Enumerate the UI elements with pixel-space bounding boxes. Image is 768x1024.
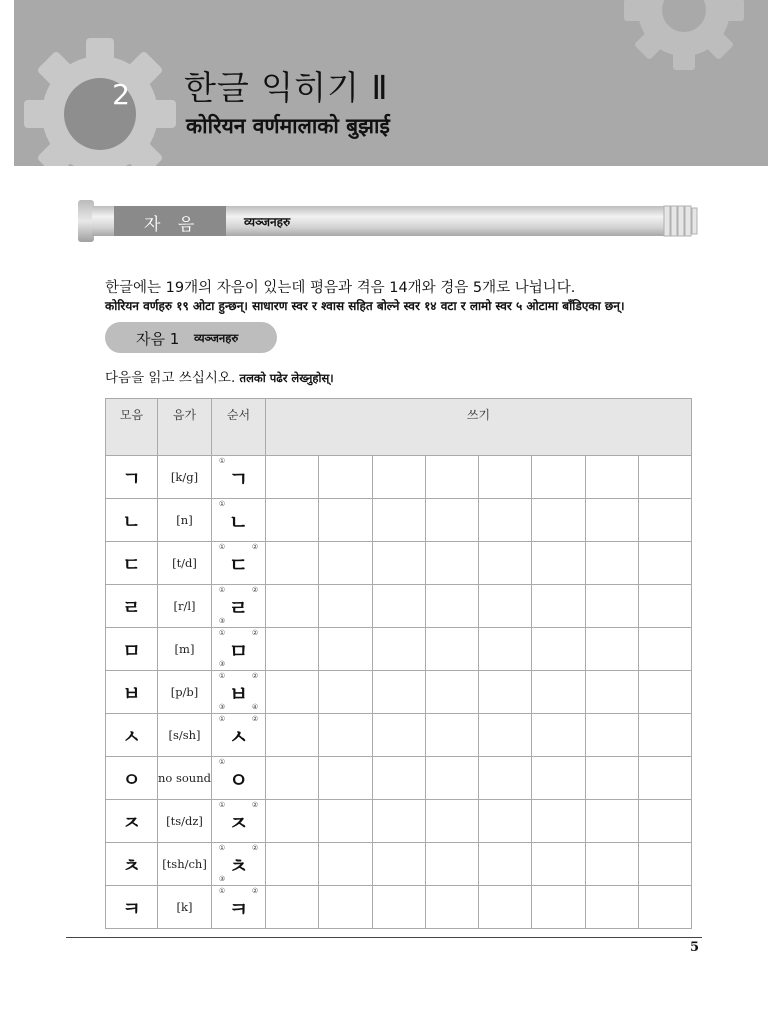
consonant-letter: ㄴ <box>106 499 158 542</box>
writing-practice-cell[interactable] <box>638 757 691 800</box>
writing-practice-cell[interactable] <box>266 843 319 886</box>
stroke-order-letter: ㅁ <box>228 638 249 663</box>
stroke-number: ① <box>218 671 226 680</box>
writing-practice-cell[interactable] <box>319 886 372 929</box>
stroke-order-letter: ㅋ <box>228 896 249 921</box>
stroke-number: ③ <box>218 659 226 668</box>
writing-practice-cell[interactable] <box>585 542 638 585</box>
consonant-sound: [ts/dz] <box>158 800 212 843</box>
writing-practice-cell[interactable] <box>585 671 638 714</box>
stroke-order <box>212 499 266 542</box>
consonant-letter: ㄱ <box>106 456 158 499</box>
writing-practice-cell[interactable] <box>532 843 585 886</box>
writing-practice-cell[interactable] <box>425 714 478 757</box>
stroke-order-letter: ㄹ <box>228 595 249 620</box>
stroke-order <box>212 628 266 671</box>
writing-practice-cell[interactable] <box>638 542 691 585</box>
stroke-order-glyph <box>218 843 259 883</box>
stroke-number: ① <box>218 886 226 895</box>
consonant-letter: ㄷ <box>106 542 158 585</box>
writing-practice-cell[interactable] <box>638 843 691 886</box>
stroke-order-letter: ㅊ <box>228 853 249 878</box>
writing-practice-cell[interactable] <box>479 886 532 929</box>
writing-practice-cell[interactable] <box>479 714 532 757</box>
stroke-number: ② <box>251 800 259 809</box>
subsection-label-nepali: व्यञ्जनहरु <box>194 331 239 345</box>
consonant-letter: ㅁ <box>106 628 158 671</box>
stroke-number: ① <box>218 800 226 809</box>
writing-practice-cell[interactable] <box>266 585 319 628</box>
writing-practice-cell[interactable] <box>585 499 638 542</box>
stroke-order-letter: ㄴ <box>228 509 249 534</box>
stroke-number: ① <box>218 456 226 465</box>
writing-practice-cell[interactable] <box>532 542 585 585</box>
stroke-number: ③ <box>218 874 226 883</box>
writing-practice-cell[interactable] <box>479 499 532 542</box>
stroke-order-letter: ㄷ <box>228 552 249 577</box>
writing-practice-cell[interactable] <box>479 542 532 585</box>
consonant-letter: ㅅ <box>106 714 158 757</box>
consonant-sound: [k] <box>158 886 212 929</box>
writing-practice-cell[interactable] <box>319 800 372 843</box>
consonant-letter: ㅇ <box>106 757 158 800</box>
writing-practice-cell[interactable] <box>372 757 425 800</box>
writing-practice-cell[interactable] <box>585 886 638 929</box>
stroke-order-letter: ㄱ <box>228 466 249 491</box>
writing-practice-cell[interactable] <box>266 800 319 843</box>
stroke-number: ② <box>251 585 259 594</box>
writing-practice-cell[interactable] <box>425 800 478 843</box>
stroke-order-glyph <box>218 800 259 836</box>
stroke-order-glyph <box>218 886 259 922</box>
stroke-number: ① <box>218 628 226 637</box>
table-row <box>106 800 692 843</box>
stroke-order-glyph <box>218 585 259 625</box>
stroke-order <box>212 714 266 757</box>
writing-practice-cell[interactable] <box>372 542 425 585</box>
writing-practice-cell[interactable] <box>266 714 319 757</box>
stroke-number: ① <box>218 499 226 508</box>
lesson-title: 한글 익히기 Ⅱ <box>184 68 389 107</box>
writing-practice-cell[interactable] <box>479 843 532 886</box>
writing-practice-cell[interactable] <box>638 628 691 671</box>
stroke-number: ② <box>251 671 259 680</box>
writing-practice-cell[interactable] <box>266 456 319 499</box>
writing-practice-cell[interactable] <box>638 585 691 628</box>
writing-practice-cell[interactable] <box>319 671 372 714</box>
consonant-sound: no sound <box>158 757 212 800</box>
consonant-sound: [n] <box>158 499 212 542</box>
stroke-order-glyph <box>218 542 259 578</box>
writing-practice-cell[interactable] <box>319 542 372 585</box>
stroke-number: ② <box>251 628 259 637</box>
subsection-label: 자음 1 <box>136 330 180 348</box>
writing-practice-cell[interactable] <box>479 800 532 843</box>
table-row <box>106 886 692 929</box>
writing-practice-cell[interactable] <box>638 456 691 499</box>
writing-practice-cell[interactable] <box>532 714 585 757</box>
stroke-order-glyph <box>218 499 249 535</box>
intro-text-korean: 한글에는 19개의 자음이 있는데 평음과 격음 14개와 경음 5개로 나뉩니다. <box>105 280 576 296</box>
writing-practice-cell[interactable] <box>585 456 638 499</box>
writing-practice-cell[interactable] <box>532 628 585 671</box>
stroke-order <box>212 757 266 800</box>
stroke-number: ④ <box>251 702 259 711</box>
writing-practice-cell[interactable] <box>266 542 319 585</box>
writing-practice-cell[interactable] <box>532 800 585 843</box>
header-letter: 모음 <box>106 399 158 456</box>
writing-practice-cell[interactable] <box>638 886 691 929</box>
writing-practice-cell[interactable] <box>532 585 585 628</box>
writing-practice-cell[interactable] <box>372 800 425 843</box>
stroke-order <box>212 800 266 843</box>
consonant-practice-table <box>105 398 692 929</box>
writing-practice-cell[interactable] <box>266 671 319 714</box>
table-row <box>106 628 692 671</box>
gear-icon <box>614 0 754 80</box>
writing-practice-cell[interactable] <box>638 671 691 714</box>
writing-practice-cell[interactable] <box>479 757 532 800</box>
writing-practice-cell[interactable] <box>425 671 478 714</box>
consonant-sound: [p/b] <box>158 671 212 714</box>
writing-practice-cell[interactable] <box>425 757 478 800</box>
writing-practice-cell[interactable] <box>372 714 425 757</box>
stroke-order-glyph <box>218 628 259 668</box>
consonant-sound: [k/g] <box>158 456 212 499</box>
stroke-number: ③ <box>218 616 226 625</box>
writing-practice-cell[interactable] <box>266 628 319 671</box>
section-label-nepali: व्यञ्जनहरु <box>244 215 291 229</box>
consonant-letter: ㄹ <box>106 585 158 628</box>
consonant-letter: ㅊ <box>106 843 158 886</box>
writing-practice-cell[interactable] <box>319 757 372 800</box>
stroke-order-glyph <box>218 456 249 492</box>
consonant-sound: [t/d] <box>158 542 212 585</box>
writing-practice-cell[interactable] <box>319 843 372 886</box>
writing-practice-cell[interactable] <box>425 499 478 542</box>
writing-practice-cell[interactable] <box>585 843 638 886</box>
table-row <box>106 499 692 542</box>
stroke-number: ② <box>251 714 259 723</box>
stroke-order-glyph <box>218 757 249 793</box>
writing-practice-cell[interactable] <box>585 714 638 757</box>
table-row <box>106 843 692 886</box>
consonant-sound: [r/l] <box>158 585 212 628</box>
lesson-subtitle: कोरियन वर्णमालाको बुझाई <box>186 114 390 138</box>
table-row <box>106 714 692 757</box>
header-sound: 음가 <box>158 399 212 456</box>
writing-practice-cell[interactable] <box>425 843 478 886</box>
writing-practice-cell[interactable] <box>372 671 425 714</box>
stroke-order-glyph <box>218 714 259 750</box>
stroke-order <box>212 585 266 628</box>
table-row <box>106 671 692 714</box>
writing-practice-cell[interactable] <box>372 628 425 671</box>
instruction-korean: 다음을 읽고 쓰십시오. <box>105 370 236 386</box>
writing-practice-cell[interactable] <box>532 456 585 499</box>
consonant-sound: [tsh/ch] <box>158 843 212 886</box>
stroke-number: ① <box>218 714 226 723</box>
writing-practice-cell[interactable] <box>532 886 585 929</box>
intro-text-nepali: कोरियन वर्णहरु १९ ओटा हुन्छन्। साधारण स्वर र श्वास सहित बोल्ने स्वर १४ वटा र लामो स्वर ५ ओटामा बाँडिएका छन्। <box>105 299 625 313</box>
writing-practice-cell[interactable] <box>319 585 372 628</box>
writing-practice-cell[interactable] <box>266 757 319 800</box>
writing-practice-cell[interactable] <box>532 671 585 714</box>
footer-rule <box>66 937 702 938</box>
stroke-order <box>212 843 266 886</box>
instruction-nepali: तलको पढेर लेख्नुहोस्। <box>239 371 334 385</box>
page-number: 5 <box>690 940 700 955</box>
table-row <box>106 542 692 585</box>
writing-practice-cell[interactable] <box>479 628 532 671</box>
lesson-number: 2 <box>112 78 130 111</box>
writing-practice-cell[interactable] <box>638 800 691 843</box>
stroke-number: ② <box>251 843 259 852</box>
stroke-order-glyph <box>218 671 259 711</box>
consonant-letter: ㅂ <box>106 671 158 714</box>
writing-practice-cell[interactable] <box>479 585 532 628</box>
section-label: 자 음 <box>144 215 201 235</box>
stroke-number: ① <box>218 542 226 551</box>
header-writing: 쓰기 <box>266 399 692 456</box>
writing-practice-cell[interactable] <box>585 628 638 671</box>
writing-practice-cell[interactable] <box>425 585 478 628</box>
writing-practice-cell[interactable] <box>425 886 478 929</box>
stroke-number: ② <box>251 542 259 551</box>
stroke-order-letter: ㅂ <box>228 681 249 706</box>
stroke-number: ① <box>218 843 226 852</box>
stroke-number: ③ <box>218 702 226 711</box>
writing-practice-cell[interactable] <box>585 800 638 843</box>
stroke-order-letter: ㅇ <box>228 767 249 792</box>
stroke-order <box>212 456 266 499</box>
writing-practice-cell[interactable] <box>266 886 319 929</box>
writing-practice-cell[interactable] <box>532 499 585 542</box>
writing-practice-cell[interactable] <box>479 456 532 499</box>
writing-practice-cell[interactable] <box>479 671 532 714</box>
writing-practice-cell[interactable] <box>585 757 638 800</box>
writing-practice-cell[interactable] <box>425 456 478 499</box>
writing-practice-cell[interactable] <box>425 628 478 671</box>
header-order: 순서 <box>212 399 266 456</box>
writing-practice-cell[interactable] <box>372 843 425 886</box>
stroke-order <box>212 542 266 585</box>
stroke-number: ① <box>218 585 226 594</box>
writing-practice-cell[interactable] <box>319 714 372 757</box>
writing-practice-cell[interactable] <box>638 714 691 757</box>
consonant-letter: ㅈ <box>106 800 158 843</box>
writing-practice-cell[interactable] <box>266 499 319 542</box>
stroke-order-letter: ㅈ <box>228 810 249 835</box>
stroke-order <box>212 886 266 929</box>
writing-practice-cell[interactable] <box>319 628 372 671</box>
table-row <box>106 757 692 800</box>
writing-practice-cell[interactable] <box>372 499 425 542</box>
table-row <box>106 456 692 499</box>
writing-practice-cell[interactable] <box>372 585 425 628</box>
lesson-header <box>14 0 768 166</box>
subsection-pill <box>105 322 277 353</box>
stroke-number: ① <box>218 757 226 766</box>
writing-practice-cell[interactable] <box>638 499 691 542</box>
consonant-letter: ㅋ <box>106 886 158 929</box>
writing-practice-cell[interactable] <box>372 456 425 499</box>
stroke-order-letter: ㅅ <box>228 724 249 749</box>
writing-practice-cell[interactable] <box>319 499 372 542</box>
writing-practice-cell[interactable] <box>425 542 478 585</box>
consonant-sound: [s/sh] <box>158 714 212 757</box>
writing-practice-cell[interactable] <box>372 886 425 929</box>
writing-practice-cell[interactable] <box>319 456 372 499</box>
instruction <box>105 366 334 386</box>
writing-practice-cell[interactable] <box>532 757 585 800</box>
writing-practice-cell[interactable] <box>585 585 638 628</box>
consonant-sound: [m] <box>158 628 212 671</box>
stroke-order <box>212 671 266 714</box>
table-row <box>106 585 692 628</box>
stroke-number: ② <box>251 886 259 895</box>
